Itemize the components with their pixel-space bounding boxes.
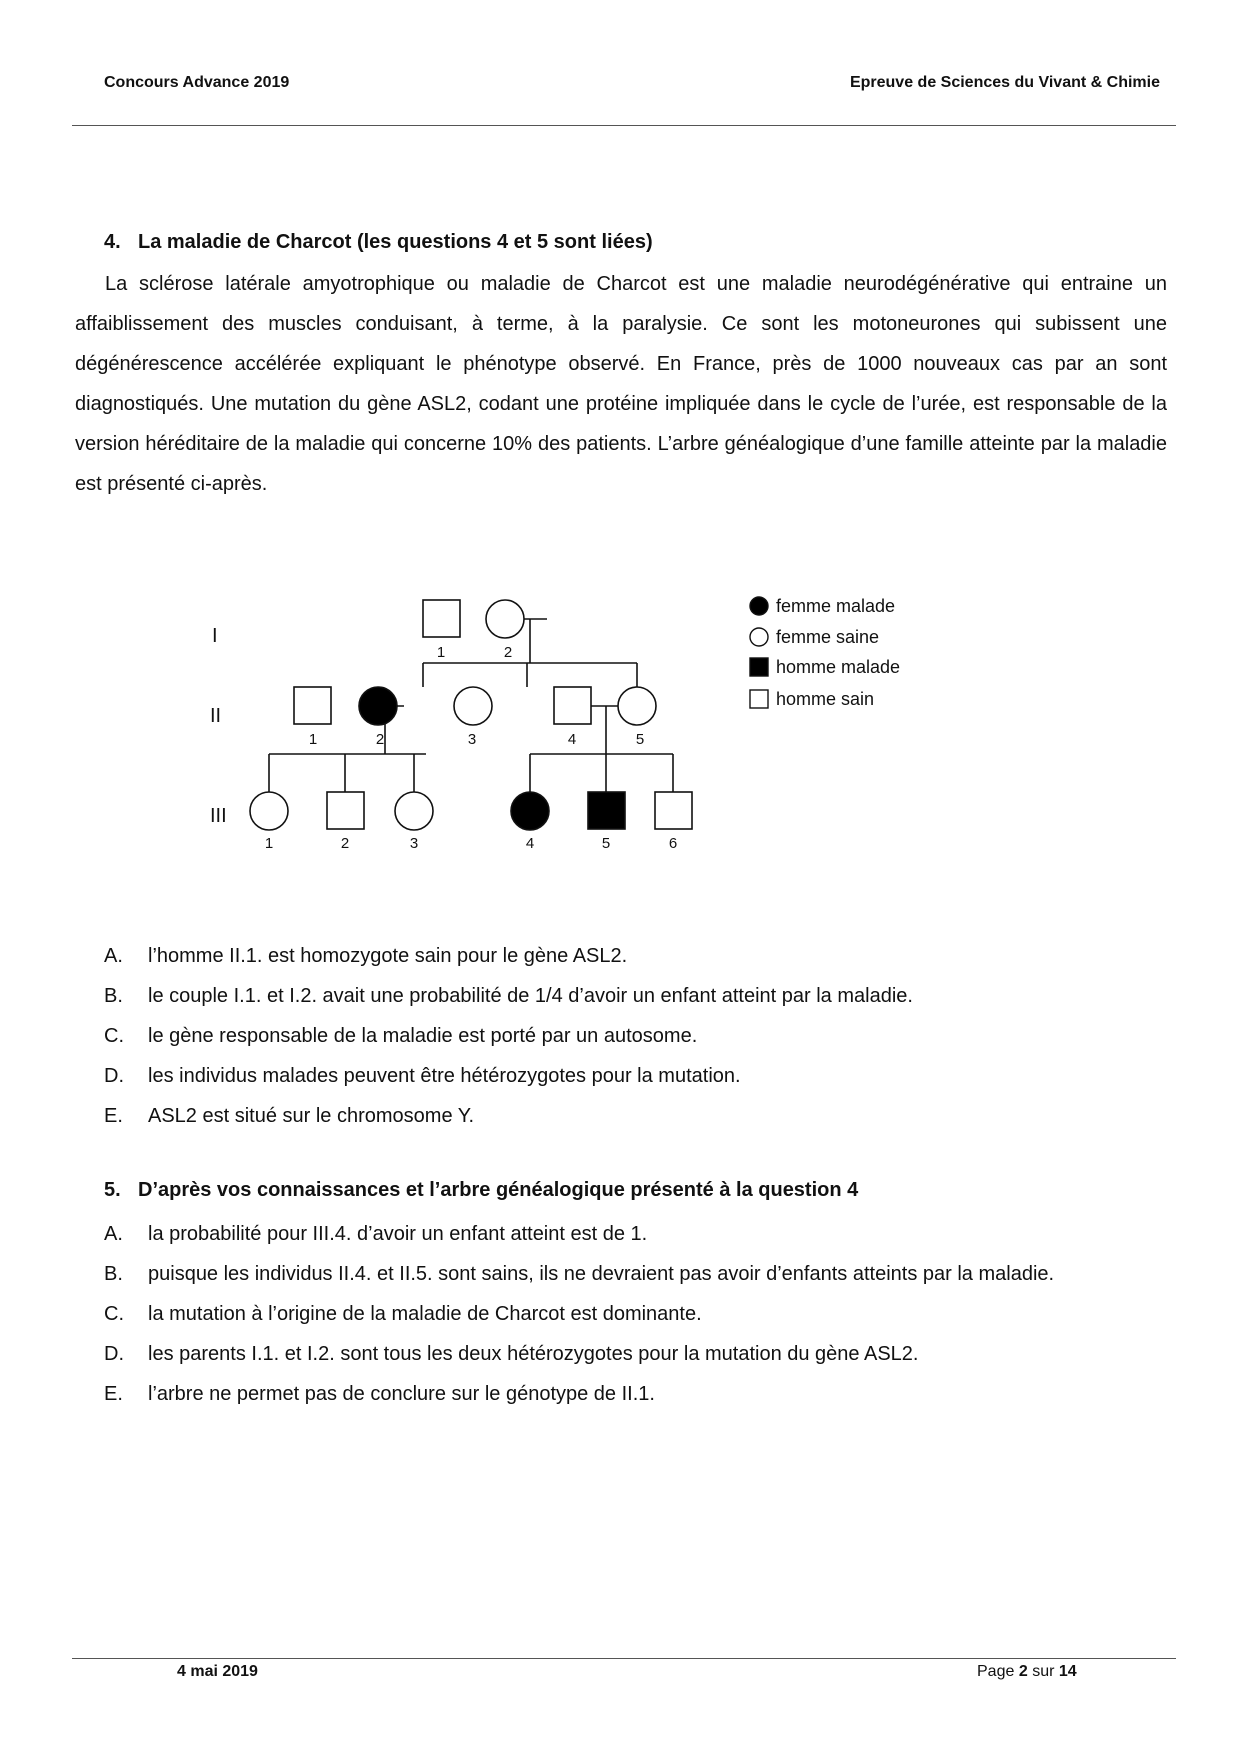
individual-III4-affected-female [511,792,549,830]
label-III4: 4 [525,835,535,852]
q5-option-b [104,1254,1054,1294]
label-I1: 1 [436,644,446,661]
label-III1: 1 [264,835,274,852]
q5-option-e-text: l’arbre ne permet pas de conclure sur le génotype de II.1. [148,1383,655,1405]
individual-III1-healthy-female [250,792,288,830]
q4-option-a-text: l’homme II.1. est homozygote sain pour le gène ASL2. [148,945,628,967]
q5-option-d-letter: D. [104,1343,124,1365]
individual-II4-healthy-male [554,687,591,724]
label-II4: 4 [567,731,577,748]
label-III6: 6 [668,835,678,852]
individual-III3-healthy-female [395,792,433,830]
legend-male-healthy-icon [750,690,768,708]
q4-option-b-letter: B. [104,985,123,1007]
q5-option-a-text: la probabilité pour III.4. d’avoir un enfant atteint est de 1. [148,1223,648,1245]
individual-II2-affected-female [359,687,397,725]
legend-female-affected-label: femme malade [776,596,896,616]
q5-option-b-text: puisque les individus II.4. et II.5. sont sains, ils ne devraient pas avoir d’enfants atteints par la maladie. [148,1263,1055,1285]
question-5-number: 5. [104,1179,121,1201]
label-I2: 2 [503,644,513,661]
q5-option-c-text: la mutation à l’origine de la maladie de Charcot est dominante. [148,1303,702,1325]
label-II2: 2 [375,731,385,748]
question-5-options [104,1214,1054,1414]
q5-option-e [104,1374,1054,1414]
label-III5: 5 [601,835,611,852]
label-II5: 5 [635,731,645,748]
legend-male-affected-label: homme malade [776,657,901,677]
generation-label-2: II [210,705,222,727]
individual-II3-healthy-female [454,687,492,725]
individual-I1-healthy-male [423,600,460,637]
question-4-title-text: La maladie de Charcot (les questions 4 et 5 sont liées) [138,231,653,253]
q4-option-b [104,976,913,1016]
legend-female-affected-icon [750,597,768,615]
q5-option-d-text: les parents I.1. et I.2. sont tous les deux hétérozygotes pour la mutation du gène ASL2. [148,1343,919,1365]
generation-label-3: III [210,805,227,827]
header-exam-name: Concours Advance 2019 [104,74,290,91]
legend-female-healthy-label: femme saine [776,627,880,647]
footer-page-total: 14 [1058,1663,1077,1680]
footer-page-word: Page [977,1663,1015,1680]
footer-date: 4 mai 2019 [177,1663,258,1680]
label-II3: 3 [467,731,477,748]
q5-option-d [104,1334,1054,1374]
q5-option-c-letter: C. [104,1303,124,1325]
question-5-title-text: D’après vos connaissances et l’arbre généalogique présenté à la question 4 [138,1179,859,1201]
pedigree-legend [750,596,900,709]
q4-option-c-text: le gène responsable de la maladie est porté par un autosome. [148,1025,698,1047]
individual-III6-healthy-male [655,792,692,829]
question-4-number: 4. [104,231,121,253]
footer-of-word: sur [1032,1663,1055,1680]
q5-option-a [104,1214,1054,1254]
q5-option-c [104,1294,1054,1334]
pedigree-chart [190,585,1090,865]
legend-female-healthy-icon [750,628,768,646]
q5-option-b-letter: B. [104,1263,123,1285]
question-4-intro: La sclérose latérale amyotrophique ou maladie de Charcot est une maladie neurodégénérative qui entraine un affaiblissement des muscles conduisant, à terme, à la paralysie. Ce sont les motoneurones qui subissent une dégénérescence accélérée expliquant le phénotype observé. En France, près de 1000 nouveaux cas par an sont diagnostiqués. Une mutation du gène ASL2, codant une protéine impliquée dans le cycle de l’urée, est responsable de la version héréditaire de la maladie qui concerne 10% des patients. L’arbre généalogique d’une famille atteinte par la maladie est présenté ci-après. [75,273,1167,495]
q4-option-e [104,1096,913,1136]
label-III2: 2 [340,835,350,852]
q4-option-c [104,1016,913,1056]
individual-III5-affected-male [588,792,625,829]
q4-option-e-letter: E. [104,1105,123,1127]
individual-II1-healthy-male [294,687,331,724]
footer-page-current: 2 [1018,1663,1028,1680]
question-4-title [104,231,653,254]
footer-divider [72,1658,1176,1659]
individual-II5-healthy-female [618,687,656,725]
legend-male-affected-icon [750,658,768,676]
q4-option-e-text: ASL2 est situé sur le chromosome Y. [148,1105,475,1127]
label-II1: 1 [308,731,318,748]
individual-I2-healthy-female [486,600,524,638]
q5-option-a-letter: A. [104,1223,123,1245]
q4-option-a-letter: A. [104,945,123,967]
q4-option-a [104,936,913,976]
question-5-title [104,1179,858,1202]
individual-III2-healthy-male [327,792,364,829]
q4-option-d [104,1056,913,1096]
question-4-options [104,936,913,1136]
q4-option-c-letter: C. [104,1025,124,1047]
q4-option-d-text: les individus malades peuvent être hétérozygotes pour la mutation. [148,1065,741,1087]
footer-page-number [977,1663,1077,1681]
generation-label-1: I [212,625,218,647]
label-III3: 3 [409,835,419,852]
header-exam-subject: Epreuve de Sciences du Vivant & Chimie [849,74,1160,91]
q5-option-e-letter: E. [104,1383,123,1405]
q4-option-b-text: le couple I.1. et I.2. avait une probabilité de 1/4 d’avoir un enfant atteint par la maladie. [148,985,913,1007]
header-divider [72,125,1176,126]
legend-male-healthy-label: homme sain [776,689,875,709]
q4-option-d-letter: D. [104,1065,124,1087]
